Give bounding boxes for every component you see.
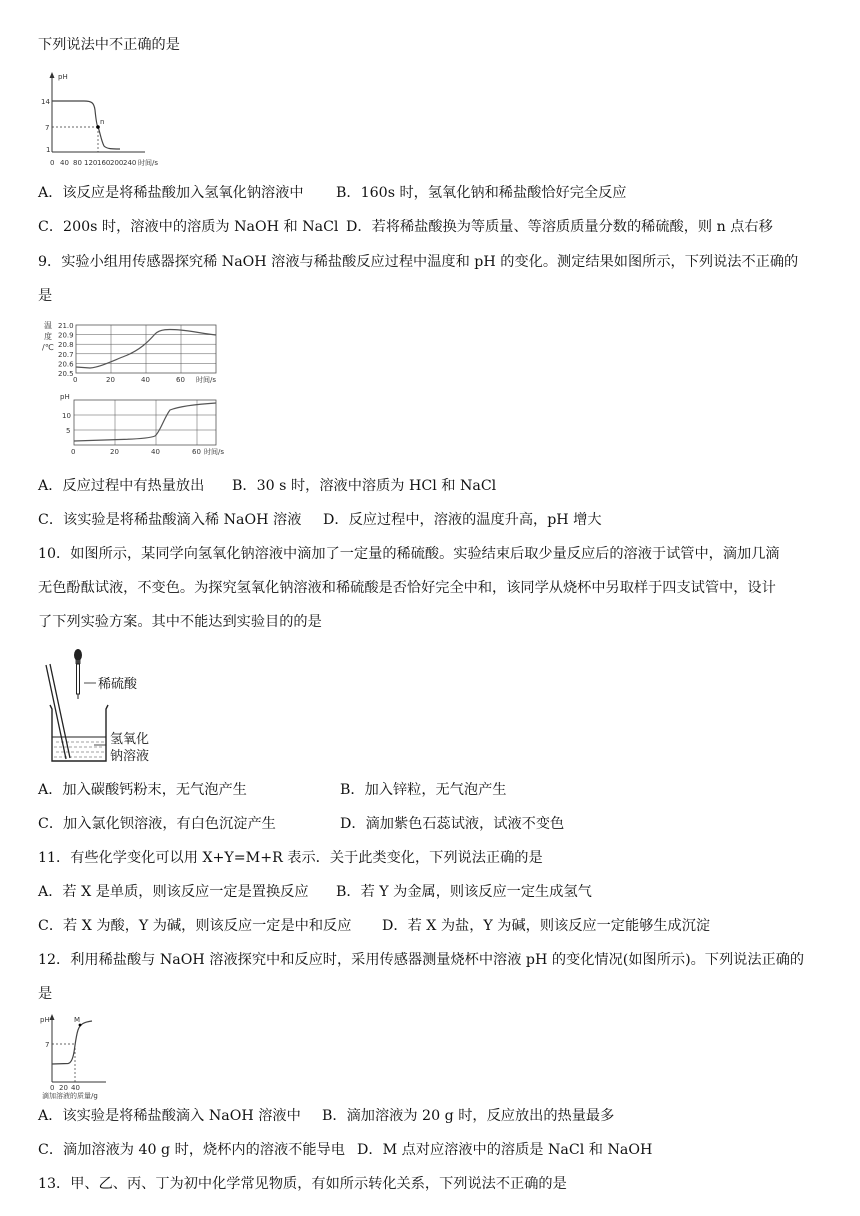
q9-ph-y-tick: 5 [66, 427, 71, 435]
q8-x-label: 时间/s [138, 159, 159, 167]
q12-option-b[interactable]: B．滴加溶液为 20 g 时，反应放出的热量最多 [322, 1108, 615, 1124]
q10-option-d[interactable]: D．滴加紫色石蕊试液，试液不变色 [340, 816, 565, 832]
q10-option-a[interactable]: A．加入碳酸钙粉末，无气泡产生 [38, 782, 247, 798]
q8-x-tick: 40 [60, 159, 69, 167]
q11-option-d[interactable]: D．若 X 为盐，Y 为碱，则该反应一定能够生成沉淀 [382, 918, 711, 934]
q12-ph-chart [40, 1012, 150, 1100]
q12-y-label: pH [40, 1016, 50, 1024]
q12-y-tick: 7 [45, 1041, 50, 1049]
q12-stem-line-1: 12．利用稀盐酸与 NaOH 溶液探究中和反应时，采用传感器测量烧杯中溶液 pH 的变化情况(如图所示)。下列说法正确的 [38, 952, 805, 968]
q8-y-tick: 7 [45, 124, 50, 132]
q9-ph-x-tick: 20 [110, 448, 119, 456]
q9-temp-y-tick: 21.0 [58, 322, 74, 330]
q9-option-a[interactable]: A．反应过程中有热量放出 [38, 478, 205, 494]
q9-temp-y-label: 度 [44, 332, 52, 341]
q12-x-tick: 20 [59, 1084, 68, 1092]
q12-x-tick: 0 [50, 1084, 55, 1092]
q8-y-tick: 14 [41, 98, 50, 106]
q9-temp-y-label: 温 [44, 321, 52, 330]
q9-stem-line-2: 是 [38, 288, 53, 304]
q8-ph-chart [40, 70, 170, 170]
q11-option-a[interactable]: A．若 X 是单质，则该反应一定是置换反应 [38, 884, 309, 900]
q12-x-label: 滴加溶液的质量/g [42, 1092, 98, 1100]
q8-x-tick: 120 [84, 159, 98, 167]
q9-temp-y-tick: 20.9 [58, 331, 74, 340]
q10-stem-line-3: 了下列实验方案。其中不能达到实验目的的是 [38, 614, 322, 630]
q9-temp-y-tick: 20.5 [58, 370, 74, 378]
q11-stem: 11．有些化学变化可以用 X+Y=M+R 表示．关于此类变化，下列说法正确的是 [38, 850, 543, 866]
q8-x-tick: 200 [110, 159, 124, 167]
q10-stem-line-2: 无色酚酞试液，不变色。为探究氢氧化钠溶液和稀硫酸是否恰好完全中和，该同学从烧杯中另取样于四支试管中，设计 [38, 580, 776, 596]
q8-x-tick: 0 [50, 159, 55, 167]
q10-stem-line-1: 10．如图所示，某同学向氢氧化钠溶液中滴加了一定量的稀硫酸。实验结束后取少量反应后的溶液于试管中，滴加几滴 [38, 546, 780, 562]
q12-point-label: M [74, 1016, 81, 1024]
q9-temp-x-tick: 0 [73, 376, 78, 384]
q13-stem: 13．甲、乙、丙、丁为初中化学常见物质，有如所示转化关系，下列说法不正确的是 [38, 1176, 567, 1192]
q9-ph-x-tick: 0 [71, 448, 76, 456]
q12-option-a[interactable]: A．该实验是将稀盐酸滴入 NaOH 溶液中 [38, 1108, 301, 1124]
q12-stem-line-2: 是 [38, 986, 53, 1002]
q8-option-b[interactable]: B．160s 时，氢氧化钠和稀盐酸恰好完全反应 [336, 185, 627, 201]
q8-point-label: n [100, 118, 105, 126]
q11-option-c[interactable]: C．若 X 为酸，Y 为碱，则该反应一定是中和反应 [38, 918, 352, 934]
q8-y-tick: 1 [46, 146, 51, 154]
q8-x-tick: 80 [73, 159, 82, 167]
q9-temp-y-tick: 20.6 [58, 360, 74, 369]
q8-x-tick: 240 [123, 159, 137, 167]
q9-temp-y-label: /℃ [42, 343, 54, 352]
q10-option-c[interactable]: C．加入氯化钡溶液，有白色沉淀产生 [38, 816, 276, 832]
q10-dropper-label: 稀硫酸 [98, 677, 138, 692]
q9-option-c[interactable]: C．该实验是将稀盐酸滴入稀 NaOH 溶液 [38, 512, 302, 528]
q9-temp-y-tick: 20.8 [58, 341, 74, 350]
q8-y-label: pH [58, 73, 68, 81]
q9-temp-x-label: 时间/s [196, 376, 217, 384]
q8-option-c[interactable]: C．200s 时，溶液中的溶质为 NaOH 和 NaCl [38, 219, 339, 235]
q10-beaker-figure [40, 645, 180, 770]
q9-ph-y-tick: 10 [62, 412, 71, 420]
q11-option-b[interactable]: B．若 Y 为金属，则该反应一定生成氢气 [336, 884, 592, 900]
q10-beaker-label: 氢氧化 [110, 732, 150, 747]
q12-x-tick: 40 [71, 1084, 80, 1092]
q9-temp-x-tick: 20 [106, 376, 115, 384]
q9-temperature-chart [40, 318, 230, 388]
q9-ph-x-tick: 60 [192, 448, 201, 456]
q12-option-d[interactable]: D．M 点对应溶液中的溶质是 NaCl 和 NaOH [357, 1142, 653, 1158]
q9-temp-x-tick: 60 [176, 376, 185, 384]
q9-option-b[interactable]: B．30 s 时，溶液中溶质为 HCl 和 NaCl [232, 478, 497, 494]
q8-option-d[interactable]: D．若将稀盐酸换为等质量、等溶质质量分数的稀硫酸，则 n 点右移 [346, 219, 773, 235]
q9-ph-y-label: pH [60, 393, 70, 401]
q9-stem-line-1: 9．实验小组用传感器探究稀 NaOH 溶液与稀盐酸反应过程中温度和 pH 的变化。测定结果如图所示，下列说法不正确的 [38, 254, 799, 270]
q9-temp-x-tick: 40 [141, 376, 150, 384]
q10-beaker-label: 钠溶液 [110, 749, 150, 764]
q9-temp-y-tick: 20.7 [58, 350, 74, 359]
q8-stem: 下列说法中不正确的是 [38, 37, 180, 53]
q9-ph-x-tick: 40 [151, 448, 160, 456]
q10-option-b[interactable]: B．加入锌粒，无气泡产生 [340, 782, 507, 798]
q9-ph-x-label: 时间/s [204, 448, 225, 456]
q9-ph-chart [40, 390, 240, 460]
q9-option-d[interactable]: D．反应过程中，溶液的温度升高，pH 增大 [323, 512, 602, 528]
q8-option-a[interactable]: A．该反应是将稀盐酸加入氢氧化钠溶液中 [38, 185, 304, 201]
q12-option-c[interactable]: C．滴加溶液为 40 g 时，烧杯内的溶液不能导电 [38, 1142, 345, 1158]
q8-x-tick: 160 [97, 159, 111, 167]
